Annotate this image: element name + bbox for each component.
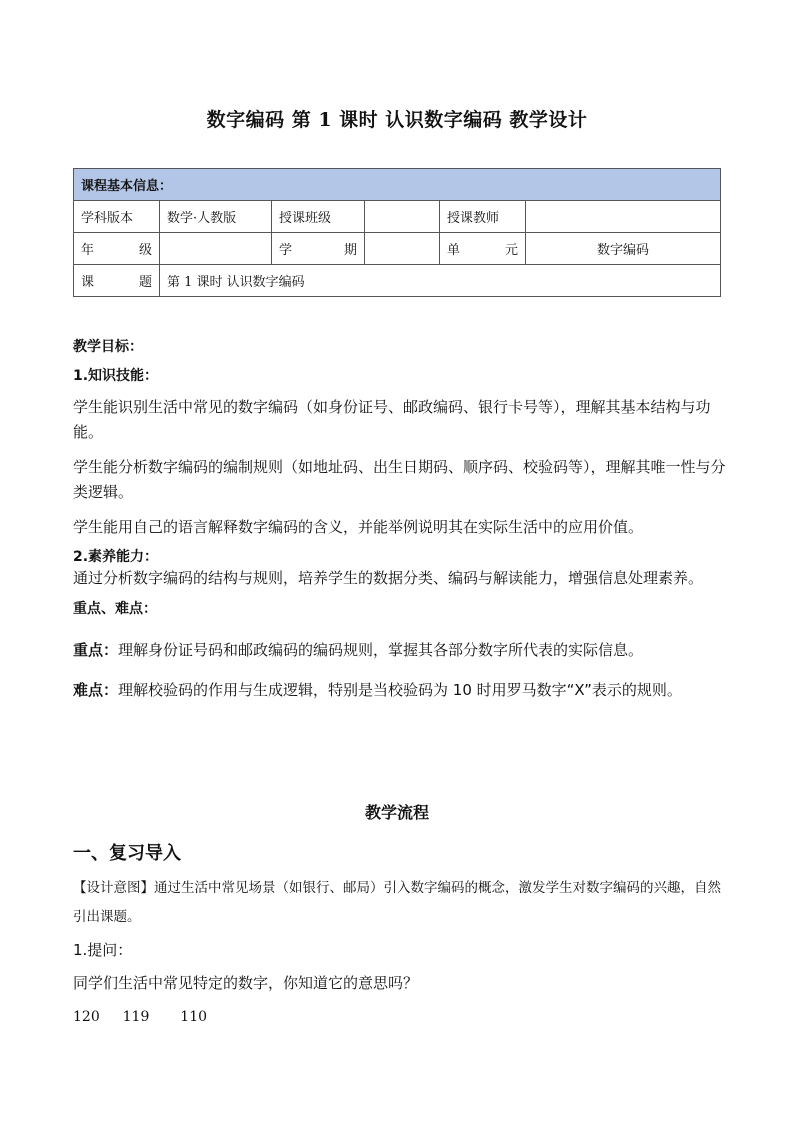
page-title: 数字编码 第 1 课时 认识数字编码 教学设计	[206, 109, 588, 131]
review-section	[73, 874, 733, 1030]
cell-unit-value: 数字编码	[526, 233, 721, 265]
table-header: 课程基本信息：	[74, 169, 721, 201]
course-info-table	[73, 168, 721, 297]
cell-class-value	[365, 201, 440, 233]
cell-term-value	[365, 233, 440, 265]
process-heading: 教学流程	[364, 803, 429, 822]
number-item: 120	[73, 1009, 100, 1025]
key-points-heading: 重点、难点：	[73, 601, 157, 617]
cell-topic-label: 课 题	[74, 265, 160, 297]
difficult-point: 难点：理解校验码的作用与生成逻辑，特别是当校验码为 10 时用罗马数字“X”表示的规则。	[73, 681, 682, 699]
cell-grade-value	[160, 233, 272, 265]
cell-grade-label: 年 级	[74, 233, 160, 265]
literacy-text: 通过分析数字编码的结构与规则，培养学生的数据分类、编码与解读能力，增强信息处理素养。	[73, 569, 704, 587]
question-text: 同学们生活中常见特定的数字，你知道它的意思吗？	[73, 974, 419, 992]
cell-subject-version-label: 学科版本	[74, 201, 160, 233]
cell-teacher-value	[526, 201, 721, 233]
number-list	[73, 1005, 733, 1030]
cell-teacher-label: 授课教师	[440, 201, 526, 233]
cell-unit-label: 单 元	[440, 233, 526, 265]
cell-subject-version-value: 数学·人教版	[160, 201, 272, 233]
goals-heading: 教学目标：	[73, 339, 143, 355]
literacy-heading: 2.素养能力：	[73, 549, 159, 565]
question-label: 1.提问：	[73, 941, 133, 959]
knowledge-item: 学生能识别生活中常见的数字编码（如身份证号、邮政编码、银行卡号等），理解其基本结构与功能。	[73, 398, 711, 441]
number-item: 110	[180, 1009, 208, 1025]
goals-section	[73, 336, 733, 703]
cell-class-label: 授课班级	[272, 201, 365, 233]
knowledge-item: 学生能用自己的语言解释数字编码的含义，并能举例说明其在实际生活中的应用价值。	[73, 518, 644, 536]
section-review-heading: 一、复习导入	[73, 843, 181, 864]
cell-topic-value: 第 1 课时 认识数字编码	[160, 265, 721, 297]
knowledge-item: 学生能分析数字编码的编制规则（如地址码、出生日期码、顺序码、校验码等），理解其唯一性与分类逻辑。	[73, 458, 726, 501]
number-item: 119	[122, 1009, 150, 1025]
design-intent: 【设计意图】通过生活中常见场景（如银行、邮局）引入数字编码的概念，激发学生对数字编码的兴趣，自然引出课题。	[73, 880, 721, 925]
knowledge-heading: 1.知识技能：	[73, 368, 159, 384]
cell-term-label: 学 期	[272, 233, 365, 265]
key-point: 重点：理解身份证号码和邮政编码的编码规则，掌握其各部分数字所代表的实际信息。	[73, 641, 644, 659]
